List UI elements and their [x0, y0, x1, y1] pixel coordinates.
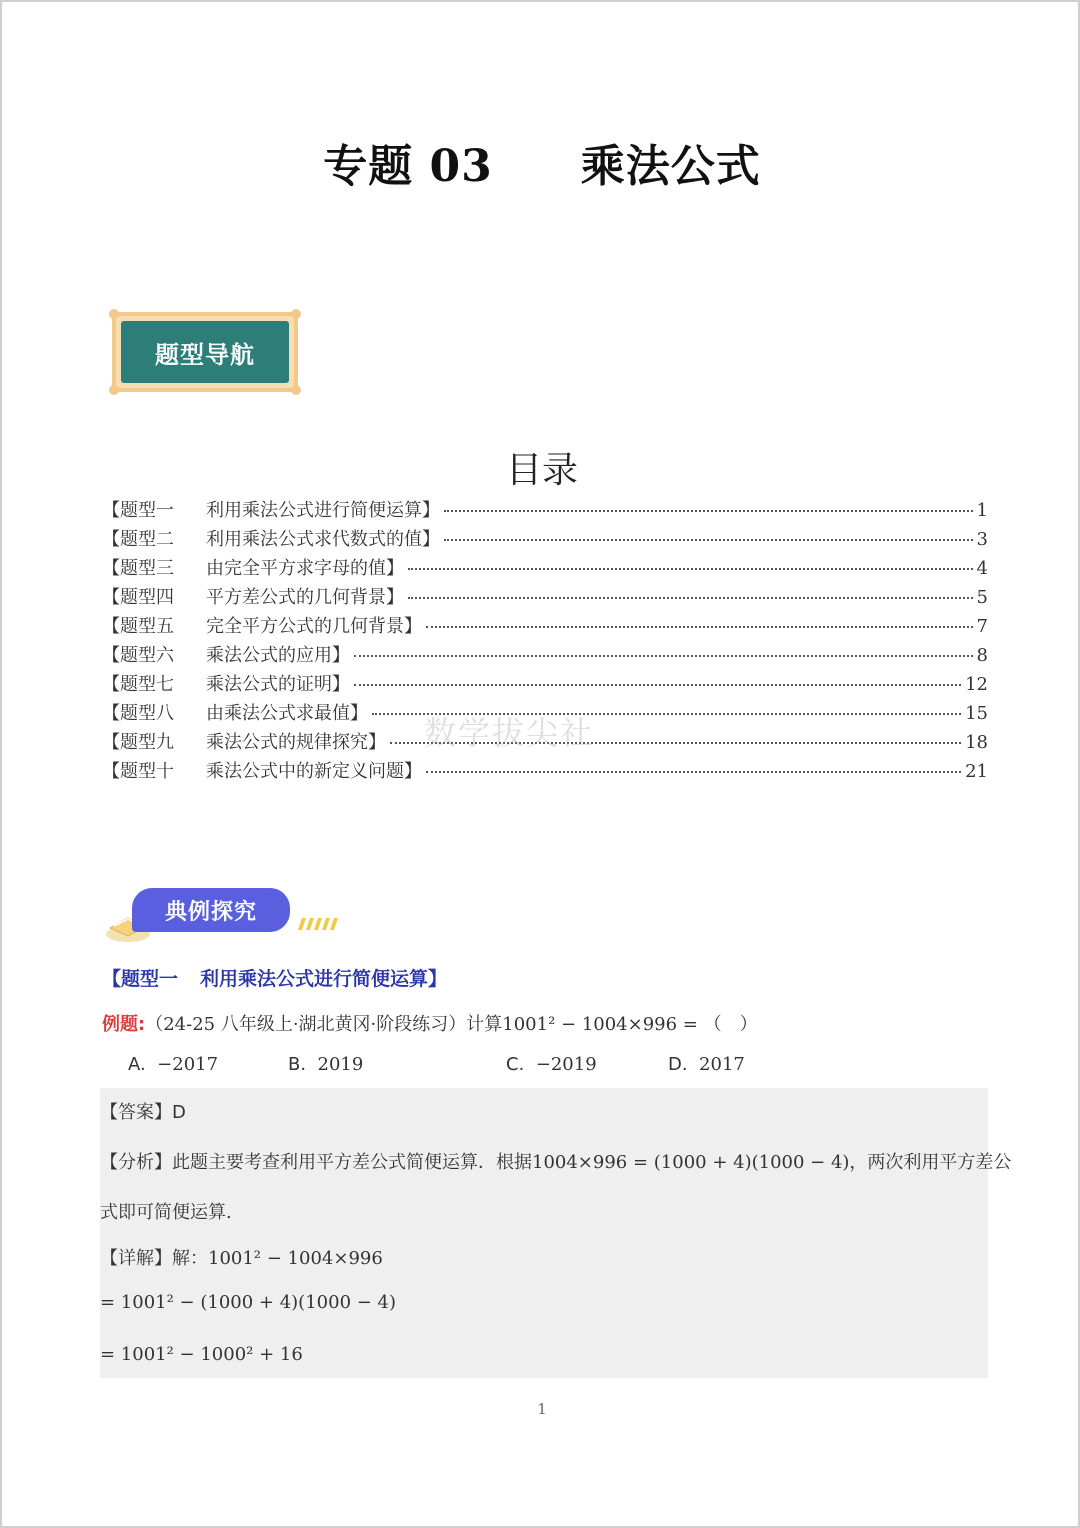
toc-name: 乘法公式的规律探究】 [206, 732, 386, 753]
toc-tag: 【题型五 [102, 616, 174, 637]
detail-step: = 1001² − 1000² + 16 [100, 1344, 303, 1365]
toc-name: 乘法公式中的新定义问题】 [206, 761, 422, 782]
toc-row[interactable] [102, 670, 988, 699]
toc-tag: 【题型六 [102, 645, 174, 666]
section-tag: 【题型一 [102, 968, 179, 990]
toc-heading: 目录 [505, 450, 578, 491]
example-badge [102, 886, 342, 946]
toc-name: 由乘法公式求最值】 [206, 703, 368, 724]
answer-line: 【答案】D [100, 1102, 186, 1123]
toc-tag: 【题型四 [102, 587, 174, 608]
toc-name: 乘法公式的应用】 [206, 645, 350, 666]
page-title [2, 130, 1080, 194]
toc-row[interactable] [102, 612, 988, 641]
toc-row[interactable] [102, 554, 988, 583]
toc-row[interactable] [102, 641, 988, 670]
toc-page: 4 [976, 558, 988, 579]
toc-page: 12 [965, 674, 988, 695]
toc-page: 5 [976, 587, 988, 608]
toc-tag: 【题型三 [102, 558, 174, 579]
option-d[interactable]: D. 2017 [668, 1054, 745, 1075]
toc-page: 3 [976, 529, 988, 550]
toc-page: 8 [976, 645, 988, 666]
toc-row[interactable] [102, 496, 988, 525]
decorative-stripes-icon [298, 918, 338, 930]
example-question [102, 1010, 758, 1036]
nav-badge-label: 题型导航 [155, 340, 255, 369]
analysis-line-continued: 式即可简便运算. [100, 1202, 232, 1223]
toc-name: 利用乘法公式进行简便运算】 [206, 500, 440, 521]
toc-row[interactable] [102, 525, 988, 554]
toc-tag: 【题型十 [102, 761, 174, 782]
option-c[interactable]: C. −2019 [506, 1054, 597, 1075]
example-badge-label: 典例探究 [164, 899, 257, 925]
toc-name: 平方差公式的几何背景】 [206, 587, 404, 608]
toc-tag: 【题型一 [102, 500, 174, 521]
title-topic-name: 乘法公式 [580, 141, 761, 192]
example-question-text: 计算1001² − 1004×996 = （ ） [466, 1014, 758, 1035]
toc-row[interactable] [102, 757, 988, 786]
example-label: 例题: [102, 1014, 146, 1035]
option-b[interactable]: B. 2019 [288, 1054, 364, 1075]
toc-tag: 【题型九 [102, 732, 174, 753]
toc-tag: 【题型七 [102, 674, 174, 695]
detail-step: = 1001² − (1000 + 4)(1000 − 4) [100, 1292, 397, 1313]
watermark: 数学拔尖社 [424, 714, 595, 752]
toc-tag: 【题型二 [102, 529, 174, 550]
toc-page: 15 [965, 703, 988, 724]
page-number: 1 [537, 1400, 547, 1418]
question-type-nav-badge [112, 312, 298, 392]
toc-page: 7 [976, 616, 988, 637]
title-topic-number: 专题 03 [323, 141, 493, 192]
toc-name: 由完全平方求字母的值】 [206, 558, 404, 579]
section-name: 利用乘法公式进行简便运算】 [200, 968, 448, 990]
toc-row[interactable] [102, 583, 988, 612]
answer-box [100, 1088, 1012, 1378]
analysis-line: 【分析】此题主要考查利用平方差公式简便运算．根据1004×996 = (1000 + 4)(1000 − 4)，两次利用平方差公 [100, 1152, 1012, 1173]
example-source: （24-25 八年级上·湖北黄冈·阶段练习） [145, 1014, 467, 1035]
toc-name: 利用乘法公式求代数式的值】 [206, 529, 440, 550]
detail-line: 【详解】解：1001² − 1004×996 [100, 1248, 383, 1269]
toc-tag: 【题型八 [102, 703, 174, 724]
toc-name: 乘法公式的证明】 [206, 674, 350, 695]
toc-page: 18 [965, 732, 988, 753]
option-a[interactable]: A. −2017 [128, 1054, 219, 1075]
toc-page: 1 [976, 500, 988, 521]
toc-page: 21 [965, 761, 988, 782]
section-heading [102, 964, 447, 991]
toc-name: 完全平方公式的几何背景】 [206, 616, 422, 637]
